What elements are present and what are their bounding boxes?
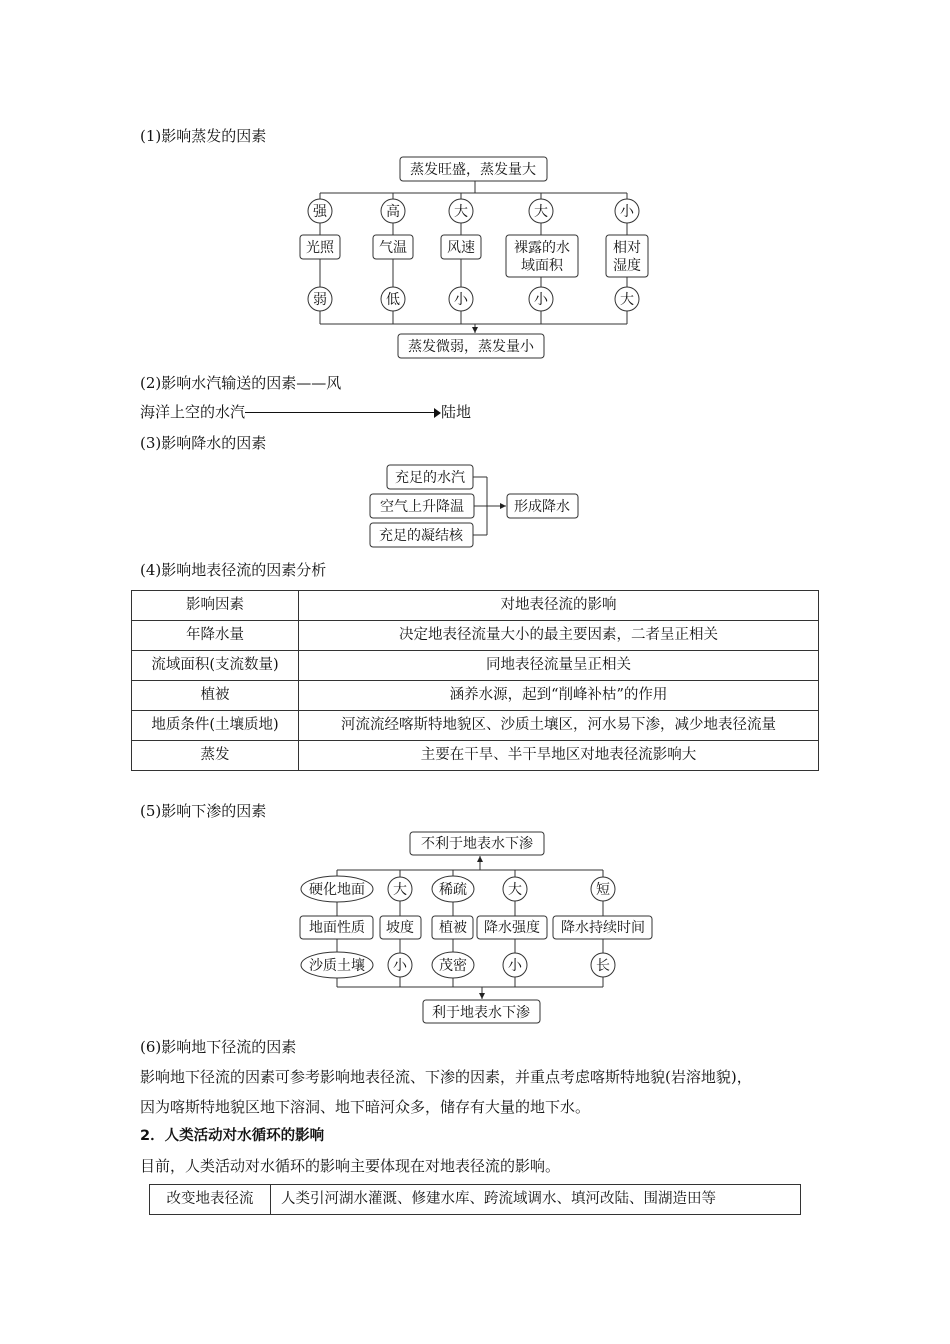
vapor-to: 陆地 xyxy=(441,403,472,421)
result-label: 形成降水 xyxy=(514,499,570,515)
evaporation-weak-label: 蒸发微弱，蒸发量小 xyxy=(408,339,534,355)
infiltration-top-value: 短 xyxy=(596,882,610,898)
heading-infiltration: (5)影响下渗的因素 xyxy=(140,802,267,820)
factor-high-value: 高 xyxy=(386,204,400,220)
table-header: 影响因素 xyxy=(132,591,299,621)
infiltration-favorable-label: 利于地表水下渗 xyxy=(432,1005,530,1021)
factor-low-value: 小 xyxy=(534,292,548,308)
factor-name: 湿度 xyxy=(613,258,641,274)
evaporation-strong-label: 蒸发旺盛，蒸发量大 xyxy=(410,162,536,178)
human-activity-intro: 目前，人类活动对水循环的影响主要体现在对地表径流的影响。 xyxy=(140,1157,561,1175)
factor-name: 光照 xyxy=(306,240,334,256)
infiltration-factor-name: 降水强度 xyxy=(484,920,540,936)
table-cell: 同地表径流量呈正相关 xyxy=(299,651,819,681)
infiltration-factor-name: 坡度 xyxy=(386,920,414,936)
condition-label: 充足的凝结核 xyxy=(379,528,463,544)
precipitation-diagram xyxy=(0,460,950,552)
infiltration-top-value: 稀疏 xyxy=(439,882,467,898)
infiltration-top-value: 大 xyxy=(508,882,522,898)
table-cell: 流域面积(支流数量) xyxy=(132,651,299,681)
table-cell: 蒸发 xyxy=(132,741,299,771)
groundwater-paragraph-line1: 影响地下径流的因素可参考影响地表径流、下渗的因素，并重点考虑喀斯特地貌(岩溶地貌)， xyxy=(140,1068,752,1086)
factor-high-value: 强 xyxy=(313,204,327,220)
factor-name: 相对 xyxy=(613,240,641,256)
human-activity-table xyxy=(149,1184,801,1215)
long-arrow-icon xyxy=(245,408,441,418)
factor-low-value: 小 xyxy=(454,292,468,308)
heading-human-activity: 2．人类活动对水循环的影响 xyxy=(140,1128,325,1144)
infiltration-factor-name: 植被 xyxy=(439,920,467,936)
table-row xyxy=(132,741,819,771)
heading-precipitation: (3)影响降水的因素 xyxy=(140,434,267,452)
table-header-row xyxy=(132,591,819,621)
table-cell: 年降水量 xyxy=(132,621,299,651)
heading-groundwater: (6)影响地下径流的因素 xyxy=(140,1038,297,1056)
table-cell: 改变地表径流 xyxy=(150,1185,271,1215)
table-cell: 主要在干旱、半干旱地区对地表径流影响大 xyxy=(299,741,819,771)
infiltration-bottom-value: 小 xyxy=(393,958,407,974)
table-header: 对地表径流的影响 xyxy=(299,591,819,621)
infiltration-bottom-value: 茂密 xyxy=(439,958,467,974)
factor-low-value: 低 xyxy=(386,292,400,308)
condition-label: 空气上升降温 xyxy=(380,499,464,515)
infiltration-bottom-value: 沙质土壤 xyxy=(309,958,365,974)
vapor-transport-line xyxy=(140,402,471,422)
infiltration-bottom-value: 小 xyxy=(508,958,522,974)
table-cell: 河流流经喀斯特地貌区、沙质土壤区，河水易下渗，减少地表径流量 xyxy=(299,711,819,741)
vapor-from: 海洋上空的水汽 xyxy=(140,403,246,421)
table-row xyxy=(132,621,819,651)
infiltration-diagram xyxy=(0,820,950,1030)
surface-runoff-table xyxy=(131,590,819,771)
table-cell: 植被 xyxy=(132,681,299,711)
heading-surface-runoff: (4)影响地表径流的因素分析 xyxy=(140,561,327,579)
table-cell: 人类引河湖水灌溉、修建水库、跨流域调水、填河改陆、围湖造田等 xyxy=(271,1185,801,1215)
condition-label: 充足的水汽 xyxy=(395,470,465,486)
evaporation-diagram xyxy=(0,0,950,370)
factor-high-value: 大 xyxy=(534,204,548,220)
infiltration-top-value: 硬化地面 xyxy=(309,882,365,898)
heading-vapor-transport: (2)影响水汽输送的因素——风 xyxy=(140,374,342,392)
infiltration-top-value: 大 xyxy=(393,882,407,898)
infiltration-factor-name: 降水持续时间 xyxy=(561,920,645,936)
infiltration-factor-name: 地面性质 xyxy=(309,920,365,936)
groundwater-paragraph-line2: 因为喀斯特地貌区地下溶洞、地下暗河众多，储存有大量的地下水。 xyxy=(140,1098,591,1116)
table-row xyxy=(132,681,819,711)
table-cell: 涵养水源，起到“削峰补枯”的作用 xyxy=(299,681,819,711)
table-row xyxy=(132,651,819,681)
table-cell: 决定地表径流量大小的最主要因素，二者呈正相关 xyxy=(299,621,819,651)
factor-low-value: 大 xyxy=(620,292,634,308)
factor-name: 风速 xyxy=(447,240,475,256)
table-row xyxy=(132,711,819,741)
factor-name: 裸露的水 xyxy=(514,240,570,256)
heading-evaporation: (1)影响蒸发的因素 xyxy=(140,127,267,145)
factor-name: 气温 xyxy=(379,240,407,256)
factor-name: 域面积 xyxy=(521,258,563,274)
infiltration-unfavorable-label: 不利于地表水下渗 xyxy=(421,836,533,852)
table-row xyxy=(150,1185,801,1215)
factor-high-value: 小 xyxy=(620,204,634,220)
factor-low-value: 弱 xyxy=(313,292,327,308)
table-cell: 地质条件(土壤质地) xyxy=(132,711,299,741)
infiltration-bottom-value: 长 xyxy=(596,958,610,974)
factor-high-value: 大 xyxy=(454,204,468,220)
